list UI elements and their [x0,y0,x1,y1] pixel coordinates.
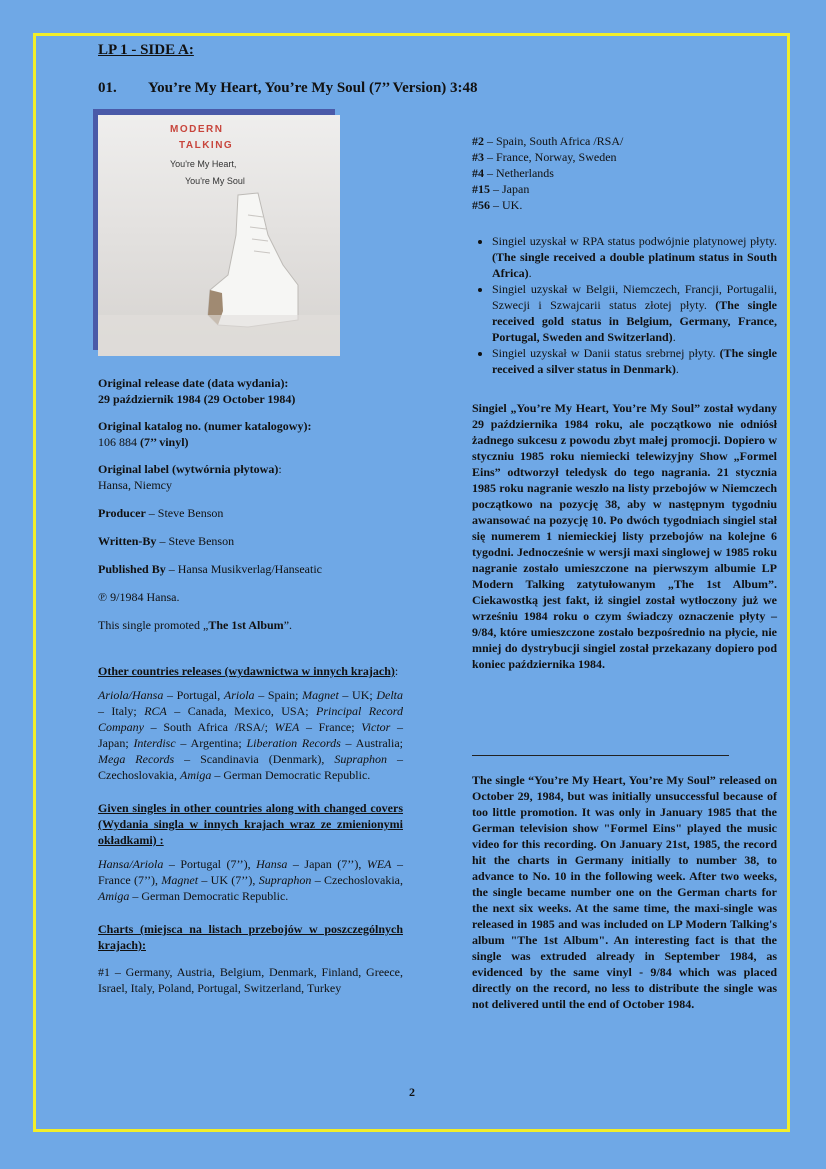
record-label-label: Original label (wytwórnia płytowa) [98,462,279,476]
charts-heading: Charts (miejsca na listach przebojów w poszczególnych krajach): [98,922,403,952]
label-name: Interdisc [133,736,176,750]
single-cover-image [98,115,340,356]
cover-subtitle-line2: You're My Soul [185,176,245,186]
catalog-number: 106 884 [98,435,137,449]
country-text: – UK; [338,688,377,702]
country-text: – Canada, Mexico, USA; [166,704,317,718]
section-divider [472,755,729,756]
country-text: – Portugal (7’’), [163,857,257,871]
certification-en: (The single received a double platinum status in South Africa) [492,250,777,280]
label-name: Delta [376,688,403,702]
published-by-value: – Hansa Musikverlag/Hanseatic [168,562,322,576]
certifications-list [472,233,777,377]
chart-countries: – Japan [490,182,530,196]
label-name: Amiga [98,889,130,903]
chart-countries: – Netherlands [484,166,554,180]
punct: . [528,266,532,280]
release-date-value: 29 październik 1984 (29 October 1984) [98,392,296,406]
track-number: 01. [98,80,117,96]
producer-label: Producer [98,506,146,520]
promo-line [98,617,403,633]
catalog-value [98,434,403,450]
label-name: Ariola/Hansa [98,688,164,702]
other-releases-text [98,687,403,783]
country-text: – Italy; [98,704,145,718]
label-name: Hansa/Ariola [98,857,164,871]
country-text: – Australia; [340,736,403,750]
label-name: Supraphon [334,752,388,766]
country-text: – Czechoslovakia, [311,873,403,887]
promo-prefix: This single promoted „ [98,618,209,632]
chart-position [472,149,777,165]
catalog-label: Original katalog no. (numer katalogowy): [98,419,312,433]
certification-en: (The single received gold status in Belgium, Germany, France, Portugal, Sweden and Switzerland) [492,298,778,344]
label-name: Victor [361,720,391,734]
label-block: Original label (wytwórnia płytowa): Hansa, Niemcy [98,461,403,493]
chart-position-1: #1 – Germany, Austria, Belgium, Denmark, Finland, Greece, Israel, Italy, Poland, Portugal, Switzerland, Turkey [98,965,403,995]
country-text: – Japan (7’’), [287,857,367,871]
country-text: – Czechoslovakia, [98,752,404,782]
published-by-label: Published By [98,562,166,576]
promo-suffix: ”. [283,618,293,632]
certification-item [492,345,777,377]
boot-illustration [98,115,340,356]
country-text: – Japan; [98,720,403,750]
side-heading: LP 1 - SIDE A: [98,42,194,58]
chart-position [472,133,777,149]
catalog-block [98,418,403,450]
certification-pl: Singiel uzyskał w Belgii, Niemczech, Francji, Portugalii, Szwecji i Szwajcarii status złotej płyty. [492,282,777,312]
catalog-format: (7’’ vinyl) [140,435,189,449]
written-by-line [98,533,403,549]
country-text: – German Democratic Republic. [211,768,371,782]
certification-item [492,233,777,281]
country-text: – France; [299,720,362,734]
given-singles-heading: Given singles in other countries along with changed covers (Wydania singla w innych krajach wraz ze zmienionymi okładkami) : [98,801,403,847]
given-singles-text [98,856,403,904]
promo-album: The 1st Album [208,618,284,632]
published-by-line [98,561,403,577]
chart-countries: – France, Norway, Sweden [484,150,617,164]
country-text: – Portugal, [163,688,224,702]
label-name: Liberation Records [246,736,341,750]
country-text: – UK (7’’), [198,873,259,887]
cover-title-line1: MODERN [170,124,224,135]
label-name: Supraphon [258,873,312,887]
label-name: WEA [274,720,300,734]
country-text: – South Africa /RSA/; [144,720,275,734]
punct: . [675,362,679,376]
chart-positions-list [472,133,777,213]
chart-position [472,165,777,181]
right-column [472,133,777,672]
english-description: The single “You’re My Heart, You’re My Soul” released on October 29, 1984, but was initially unsuccessful because of too little promotion. It was only in January 1985 that the German television show "Formel Eins" played the music video for this recording. On January 21st, 1985, the record hit the charts in Germany initially to number 38, to advance to No. 10 in the following week. After two weeks, the single became number one on the German charts for the next six weeks. At the same time, the maxi-single was released in 1985 and was included on LP Modern Talking's album "The 1st Album". An interesting fact is that the single was extruded already in September 1984, as evidenced by the same vinyl - 9/84 which was placed directly on the record, no less to distribute the single was not delivered until the end of October 1984. [472,773,777,1011]
phonographic-copyright: ℗ 9/1984 Hansa. [98,590,180,604]
page-number: 2 [409,1085,415,1099]
cover-subtitle-line1: You're My Heart, [170,159,237,169]
left-column [98,375,403,996]
label-name: RCA [144,704,167,718]
label-name: Ariola [223,688,255,702]
chart-pos: #15 [472,182,490,196]
other-releases-heading: Other countries releases (wydawnictwa w innych krajach) [98,664,395,678]
label-name: Magnet [302,688,339,702]
country-text: – Spain; [254,688,303,702]
label-name: Hansa [256,857,288,871]
producer-line [98,505,403,521]
label-name: Mega Records [98,752,175,766]
written-by-label: Written-By [98,534,157,548]
label-name: Principal Record Company [98,704,403,734]
certification-item [492,281,777,345]
chart-pos: #4 [472,166,484,180]
producer-value: – Steve Benson [148,506,224,520]
country-text: – German Democratic Republic. [129,889,289,903]
record-label-value: Hansa, Niemcy [98,478,172,492]
label-name: WEA [366,857,392,871]
chart-pos: #3 [472,150,484,164]
chart-countries: – Spain, South Africa /RSA/ [484,134,624,148]
written-by-value: – Steve Benson [159,534,235,548]
chart-countries: – UK. [490,198,523,212]
country-text: – France (7’’), [98,857,403,887]
label-name: Amiga [179,768,212,782]
chart-pos: #56 [472,198,490,212]
certification-en: (The single received a silver status in Denmark) [492,346,777,376]
label-name: Magnet [161,873,199,887]
country-text: – Scandinavia (Denmark), [174,752,335,766]
country-text: – Argentina; [175,736,247,750]
certification-pl: Singiel uzyskał w RPA status podwójnie platynowej płyty. [492,234,777,248]
punct: . [672,330,676,344]
chart-position [472,181,777,197]
chart-position [472,197,777,213]
polish-description: Singiel „You’re My Heart, You’re My Soul” został wydany 29 października 1984 roku, ale początkowo nie odniósł żadnego sukcesu z powodu zbyt małej promocji. Dopiero w styczniu 1985 roku niemiecki telewizyjny Show „Formel Eins” odtworzył teledysk do tego nagrania. 21 stycznia 1985 roku nagranie weszło na listy przebojów w Niemczech początkowo na pozycję 38, aby w następnym tygodniu awansować na pozycję 10. Po dwóch tygodniach singiel stał się numerem 1 niemieckiej listy przebojów na kolejne 6 tygodni. Jednocześnie w wersji maxi singlowej w 1985 roku nagranie zostało umieszczone na pierwszym albumie LP Modern Talking zatytułowanym „The 1st Album”. Ciekawostką jest fakt, iż singiel został wytłoczony już we wrześniu 1984 roku o czym świadczy oznaczenie płyty – 9/84, które umieszczone zostało bezpośrednio na płycie, nie mniej do dystrybucji singiel został przekazany dopiero pod koniec października 1984. [472,401,777,671]
release-date-label: Original release date (data wydania): [98,376,289,390]
cover-title-line2: TALKING [179,140,234,151]
certification-pl: Singiel uzyskał w Danii status srebrnej płyty. [492,346,720,360]
other-releases-heading-line: Other countries releases (wydawnictwa w innych krajach): [98,664,399,678]
track-title: You’re My Heart, You’re My Soul (7’’ Version) 3:48 [148,80,478,96]
chart-pos: #2 [472,134,484,148]
